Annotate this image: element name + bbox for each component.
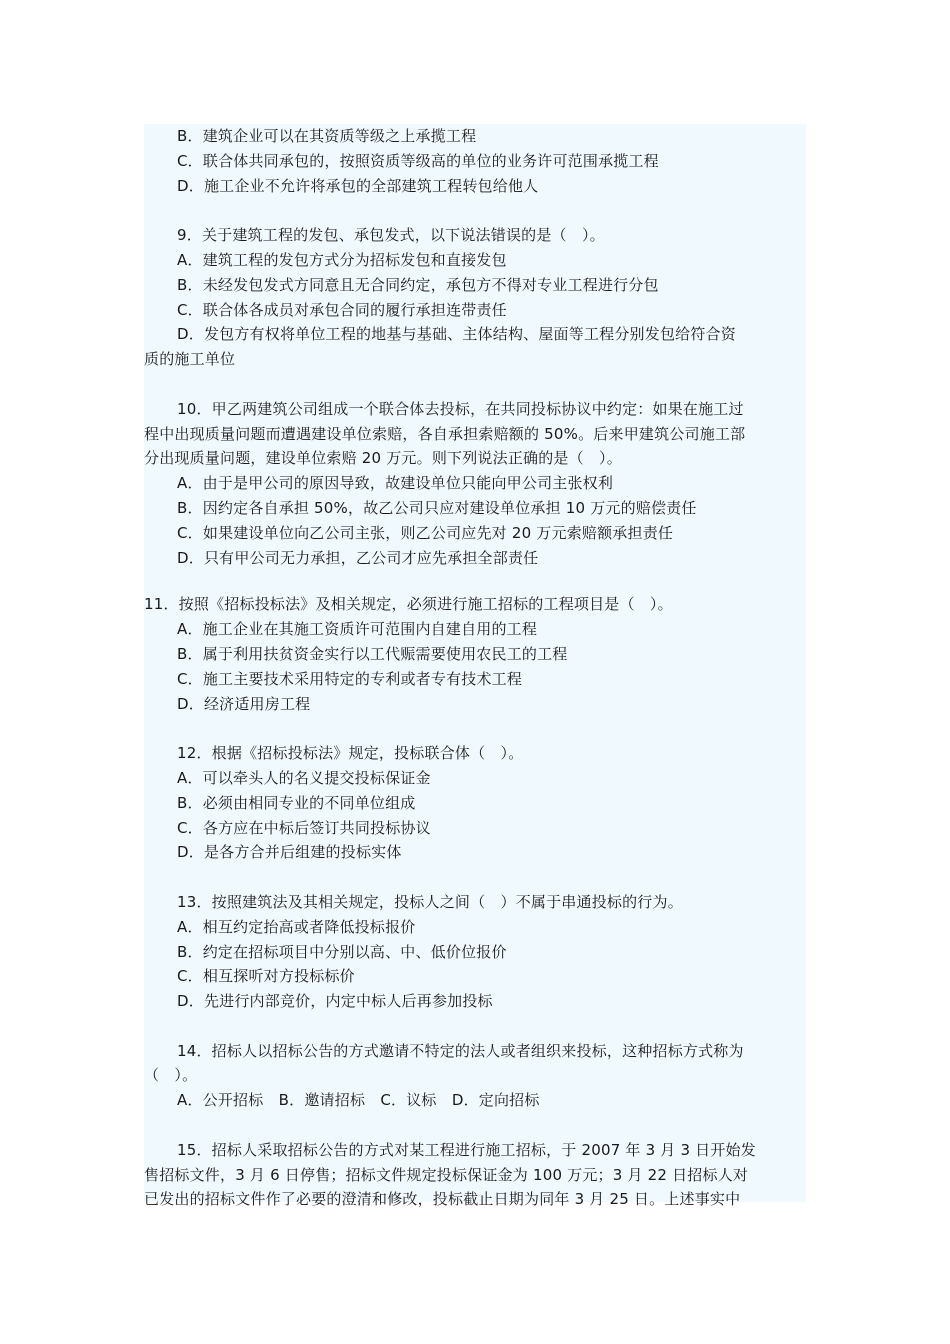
q11-option-d: D．经济适用房工程 [177, 694, 311, 713]
q11-option-c: C．施工主要技术采用特定的专利或者专有技术工程 [177, 669, 523, 688]
q10-option-c: C．如果建设单位向乙公司主张，则乙公司应先对 20 万元索赔额承担责任 [177, 523, 674, 542]
q9-option-d-line1: D．发包方有权将单位工程的地基与基础、主体结构、屋面等工程分别发包给符合资 [177, 325, 736, 344]
q12-option-d: D．是各方合并后组建的投标实体 [177, 843, 402, 862]
q14-options: A．公开招标 B．邀请招标 C．议标 D．定向招标 [177, 1091, 540, 1110]
question-12 [144, 741, 806, 865]
q14-stem-line1: 14．招标人以招标公告的方式邀请不特定的法人或者组织来投标，这种招标方式称为 [177, 1041, 744, 1060]
q9-stem: 9．关于建筑工程的发包、承包发式，以下说法错误的是（ ）。 [177, 226, 605, 245]
q9-option-a: A．建筑工程的发包方式分为招标发包和直接发包 [177, 250, 507, 269]
q9-option-d-line2: 质的施工单位 [144, 350, 236, 369]
question-11 [144, 592, 806, 716]
q11-stem: 11．按照《招标投标法》及相关规定，必须进行施工招标的工程项目是（ ）。 [144, 595, 673, 614]
q12-option-a: A．可以牵头人的名义提交投标保证金 [177, 768, 431, 787]
question-9 [144, 223, 806, 372]
q12-option-c: C．各方应在中标后签订共同投标协议 [177, 818, 431, 837]
q10-stem-line1: 10．甲乙两建筑公司组成一个联合体去投标，在共同投标协议中约定：如果在施工过 [177, 399, 744, 418]
q15-stem-line3: 已发出的招标文件作了必要的澄清和修改，投标截止日期为同年 3 月 25 日。上述事实中 [144, 1190, 741, 1209]
q9-option-b: B．未经发包发式方同意且无合同约定，承包方不得对专业工程进行分包 [177, 275, 659, 294]
q13-option-c: C．相互探听对方投标标价 [177, 967, 355, 986]
q8-option-b: B．建筑企业可以在其资质等级之上承揽工程 [177, 127, 477, 145]
q10-option-d: D．只有甲公司无力承担，乙公司才应先承担全部责任 [177, 548, 539, 567]
q11-option-b: B．属于利用扶贫资金实行以工代赈需要使用农民工的工程 [177, 644, 568, 663]
q12-option-b: B．必须由相同专业的不同单位组成 [177, 793, 416, 812]
question-14 [144, 1039, 806, 1113]
question-10 [144, 397, 806, 571]
q10-stem-line3: 分出现质量问题，建设单位索赔 20 万元。则下列说法正确的是（ ）。 [144, 449, 622, 468]
q13-option-d: D．先进行内部竞价，内定中标人后再参加投标 [177, 992, 493, 1011]
q14-stem-line2: （ ）。 [144, 1066, 198, 1085]
question-13 [144, 890, 806, 1014]
q8-option-c: C．联合体共同承包的，按照资质等级高的单位的业务许可范围承揽工程 [177, 151, 659, 170]
question-8-options [144, 124, 806, 198]
q15-stem-line2: 售招标文件，3 月 6 日停售；招标文件规定投标保证金为 100 万元；3 月 22 日招标人对 [144, 1165, 749, 1184]
q11-option-a: A．施工企业在其施工资质许可范围内自建自用的工程 [177, 620, 538, 639]
question-15 [144, 1138, 806, 1212]
q9-option-c: C．联合体各成员对承包合同的履行承担连带责任 [177, 300, 507, 319]
q12-stem: 12．根据《招标投标法》规定，投标联合体（ ）。 [177, 744, 524, 763]
q13-stem: 13．按照建筑法及其相关规定，投标人之间（ ）不属于串通投标的行为。 [177, 892, 683, 911]
q13-option-b: B．约定在招标项目中分别以高、中、低价位报价 [177, 942, 507, 961]
q15-stem-line1: 15．招标人采取招标公告的方式对某工程进行施工招标，于 2007 年 3 月 3 日开始发 [177, 1140, 756, 1159]
document-body [144, 124, 806, 1212]
q10-stem-line2: 程中出现质量问题而遭遇建设单位索赔，各自承担索赔额的 50%。后来甲建筑公司施工部 [144, 424, 746, 443]
q10-option-b: B．因约定各自承担 50%，故乙公司只应对建设单位承担 10 万元的赔偿责任 [177, 498, 697, 517]
q8-option-d: D．施工企业不允许将承包的全部建筑工程转包给他人 [177, 176, 539, 195]
q13-option-a: A．相互约定抬高或者降低投标报价 [177, 917, 416, 936]
q10-option-a: A．由于是甲公司的原因导致，故建设单位只能向甲公司主张权利 [177, 474, 614, 493]
